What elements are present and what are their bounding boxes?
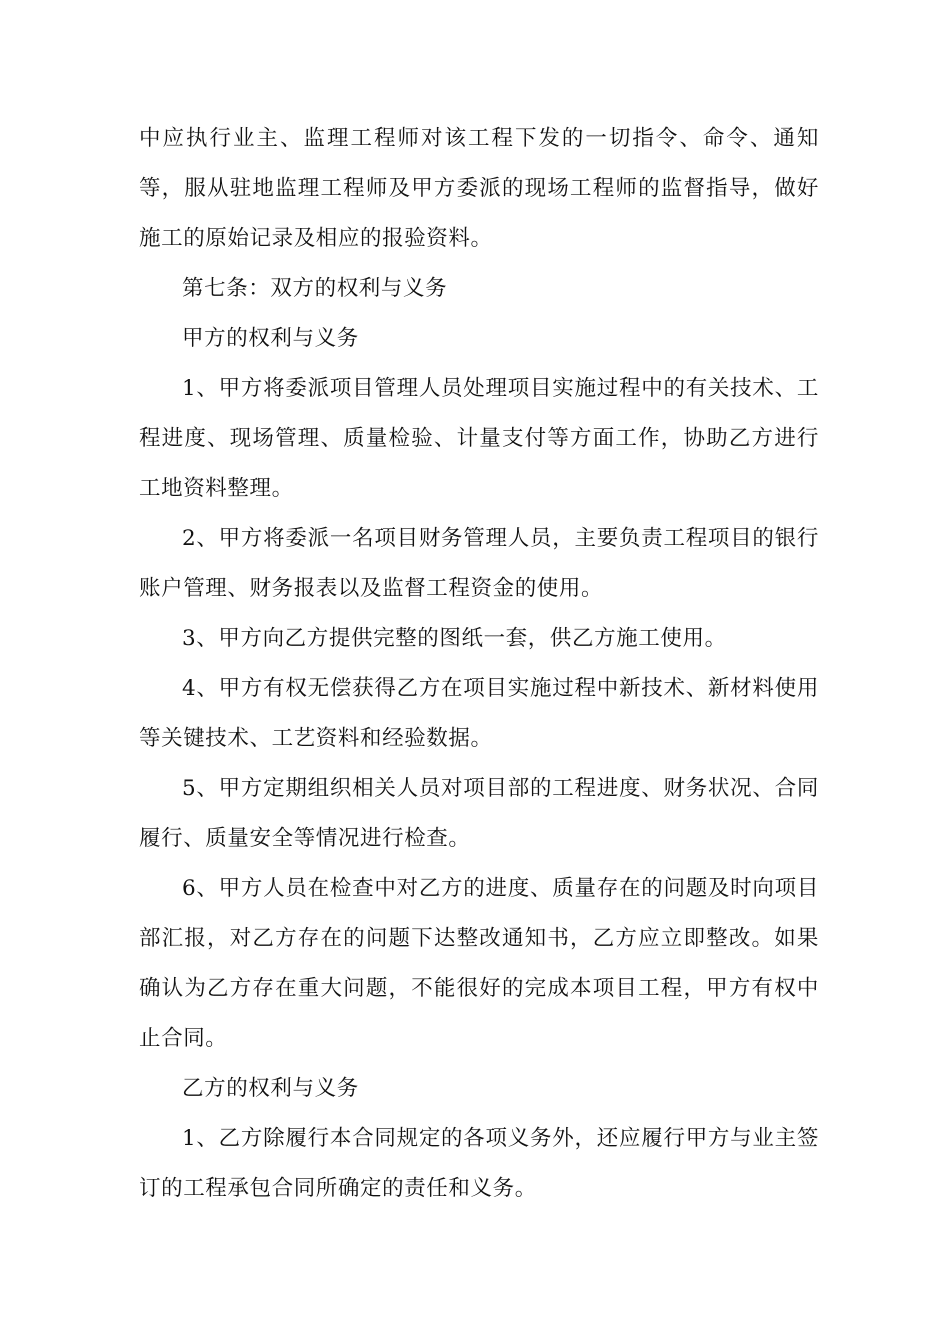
paragraph-a-4: 4、甲方有权无偿获得乙方在项目实施过程中新技术、新材料使用等关键技术、工艺资料和经验数据。: [139, 676, 819, 751]
paragraph-a-1: 1、甲方将委派项目管理人员处理项目实施过程中的有关技术、工程进度、现场管理、质量检验、计量支付等方面工作，协助乙方进行工地资料整理。: [139, 376, 819, 501]
document-body: [139, 114, 819, 1214]
paragraph-b-1: 1、乙方除履行本合同规定的各项义务外，还应履行甲方与业主签订的工程承包合同所确定的责任和义务。: [139, 1126, 819, 1201]
paragraph-a-6: 6、甲方人员在检查中对乙方的进度、质量存在的问题及时向项目部汇报，对乙方存在的问题下达整改通知书，乙方应立即整改。如果确认为乙方存在重大问题，不能很好的完成本项目工程，甲方有权中止合同。: [139, 876, 819, 1051]
section-heading-party-b: 乙方的权利与义务: [182, 1076, 359, 1101]
paragraph-a-5: 5、甲方定期组织相关人员对项目部的工程进度、财务状况、合同履行、质量安全等情况进行检查。: [139, 776, 819, 851]
paragraph-continuation: 中应执行业主、监理工程师对该工程下发的一切指令、命令、通知等，服从驻地监理工程师及甲方委派的现场工程师的监督指导，做好施工的原始记录及相应的报验资料。: [139, 126, 819, 251]
section-heading-party-a: 甲方的权利与义务: [182, 326, 359, 351]
paragraph-a-2: 2、甲方将委派一名项目财务管理人员，主要负责工程项目的银行账户管理、财务报表以及监督工程资金的使用。: [139, 526, 819, 601]
article-heading: 第七条：双方的权利与义务: [182, 276, 448, 301]
paragraph-a-3: 3、甲方向乙方提供完整的图纸一套，供乙方施工使用。: [182, 626, 727, 651]
